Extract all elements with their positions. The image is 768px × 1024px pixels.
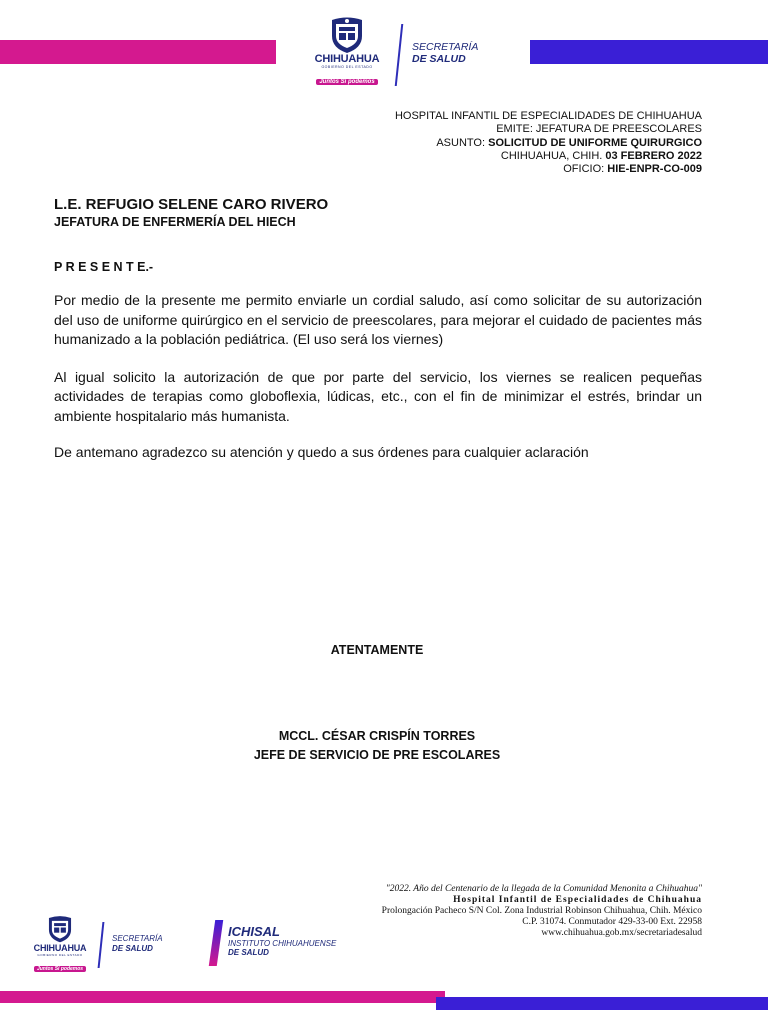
header-divider — [395, 24, 404, 86]
footer-divider-1 — [98, 922, 105, 968]
footer-website: www.chihuahua.gob.mx/secretariadesalud — [541, 928, 702, 938]
footer-phone: C.P. 31074. Conmutador 429-33-00 Ext. 22958 — [522, 917, 702, 927]
footer-motto: "2022. Año del Centenario de la llegada de la Comunidad Menonita a Chihuahua" — [385, 884, 702, 894]
salutation: P R E S E N T E.- — [54, 260, 154, 274]
state-name: CHIHUAHUA — [314, 53, 380, 65]
recipient-title: JEFATURA DE ENFERMERÍA DEL HIECH — [54, 215, 296, 229]
secretaria-label: SECRETARÍA DE SALUD — [412, 41, 479, 65]
letter-body — [54, 291, 702, 463]
paragraph-1: Por medio de la presente me permito enviarle un cordial saludo, así como solicitar de su autorización del uso de uniforme quirúrgico en el servicio de preescolares, para mejorar el cuidado de pacientes más humanizado a la población pediátrica. (El uso será los viernes) — [54, 292, 702, 347]
footer-hospital: Hospital Infantil de Especialidades de Chihuahua — [453, 895, 702, 905]
ichisal-name: ICHISAL — [228, 924, 280, 939]
footer-secretaria-label: SECRETARÍA DE SALUD — [112, 934, 163, 953]
ichisal-line1: INSTITUTO CHIHUAHUENSE — [228, 939, 337, 948]
closing: ATENTAMENTE — [330, 643, 424, 657]
chihuahua-logo — [302, 16, 392, 92]
top-blue-bar — [530, 40, 768, 64]
document-header — [302, 110, 702, 176]
shield-icon — [330, 16, 364, 54]
ichisal-line2: DE SALUD — [228, 948, 269, 957]
paragraph-2: Al igual solicito la autorización de que por parte del servicio, los viernes se realicen pequeñas actividades de terapias como globoflexia, lúdicas, etc., con el fin de minimizar el estrés, brindar un ambiente hospitalario más humanista. — [54, 368, 702, 424]
footer-state-name: CHIHUAHUA — [33, 943, 87, 953]
hospital-name: HOSPITAL INFANTIL DE ESPECIALIDADES DE CHIHUAHUA — [394, 110, 702, 122]
paragraph-3: De antemano agradezco su atención y quedo a sus órdenes para cualquier aclaración — [54, 444, 589, 460]
state-subtitle: GOBIERNO DEL ESTADO — [321, 65, 373, 69]
emite-line: EMITE: JEFATURA DE PREESCOLARES — [496, 123, 702, 136]
footer-chihuahua-logo — [28, 915, 92, 975]
recipient-name: L.E. REFUGIO SELENE CARO RIVERO — [54, 196, 329, 213]
footer-slogan-pill: Juntos Sí podemos — [34, 966, 86, 972]
shield-icon — [47, 915, 73, 943]
signer-title: JEFE DE SERVICIO DE PRE ESCOLARES — [253, 748, 501, 762]
signer-name: MCCL. CÉSAR CRISPÍN TORRES — [278, 729, 476, 743]
asunto-line: ASUNTO: SOLICITUD DE UNIFORME QUIRURGICO — [436, 136, 702, 149]
top-magenta-bar — [0, 40, 276, 64]
footer-info — [282, 884, 702, 939]
footer-state-subtitle: GOBIERNO DEL ESTADO — [37, 953, 83, 957]
bottom-blue-bar — [436, 997, 768, 1010]
footer-address: Prolongación Pacheco S/N Col. Zona Industrial Robinson Chihuahua, Chih. México — [381, 906, 702, 916]
oficio-line: OFICIO: HIE-ENPR-CO-009 — [563, 163, 702, 176]
slogan-pill: Juntos Sí podemos — [316, 79, 377, 85]
ichisal-mark — [209, 920, 223, 966]
ichisal-logo — [228, 924, 336, 957]
fecha-line: CHIHUAHUA, CHIH. 03 FEBRERO 2022 — [500, 149, 702, 162]
bottom-magenta-bar — [0, 991, 445, 1003]
